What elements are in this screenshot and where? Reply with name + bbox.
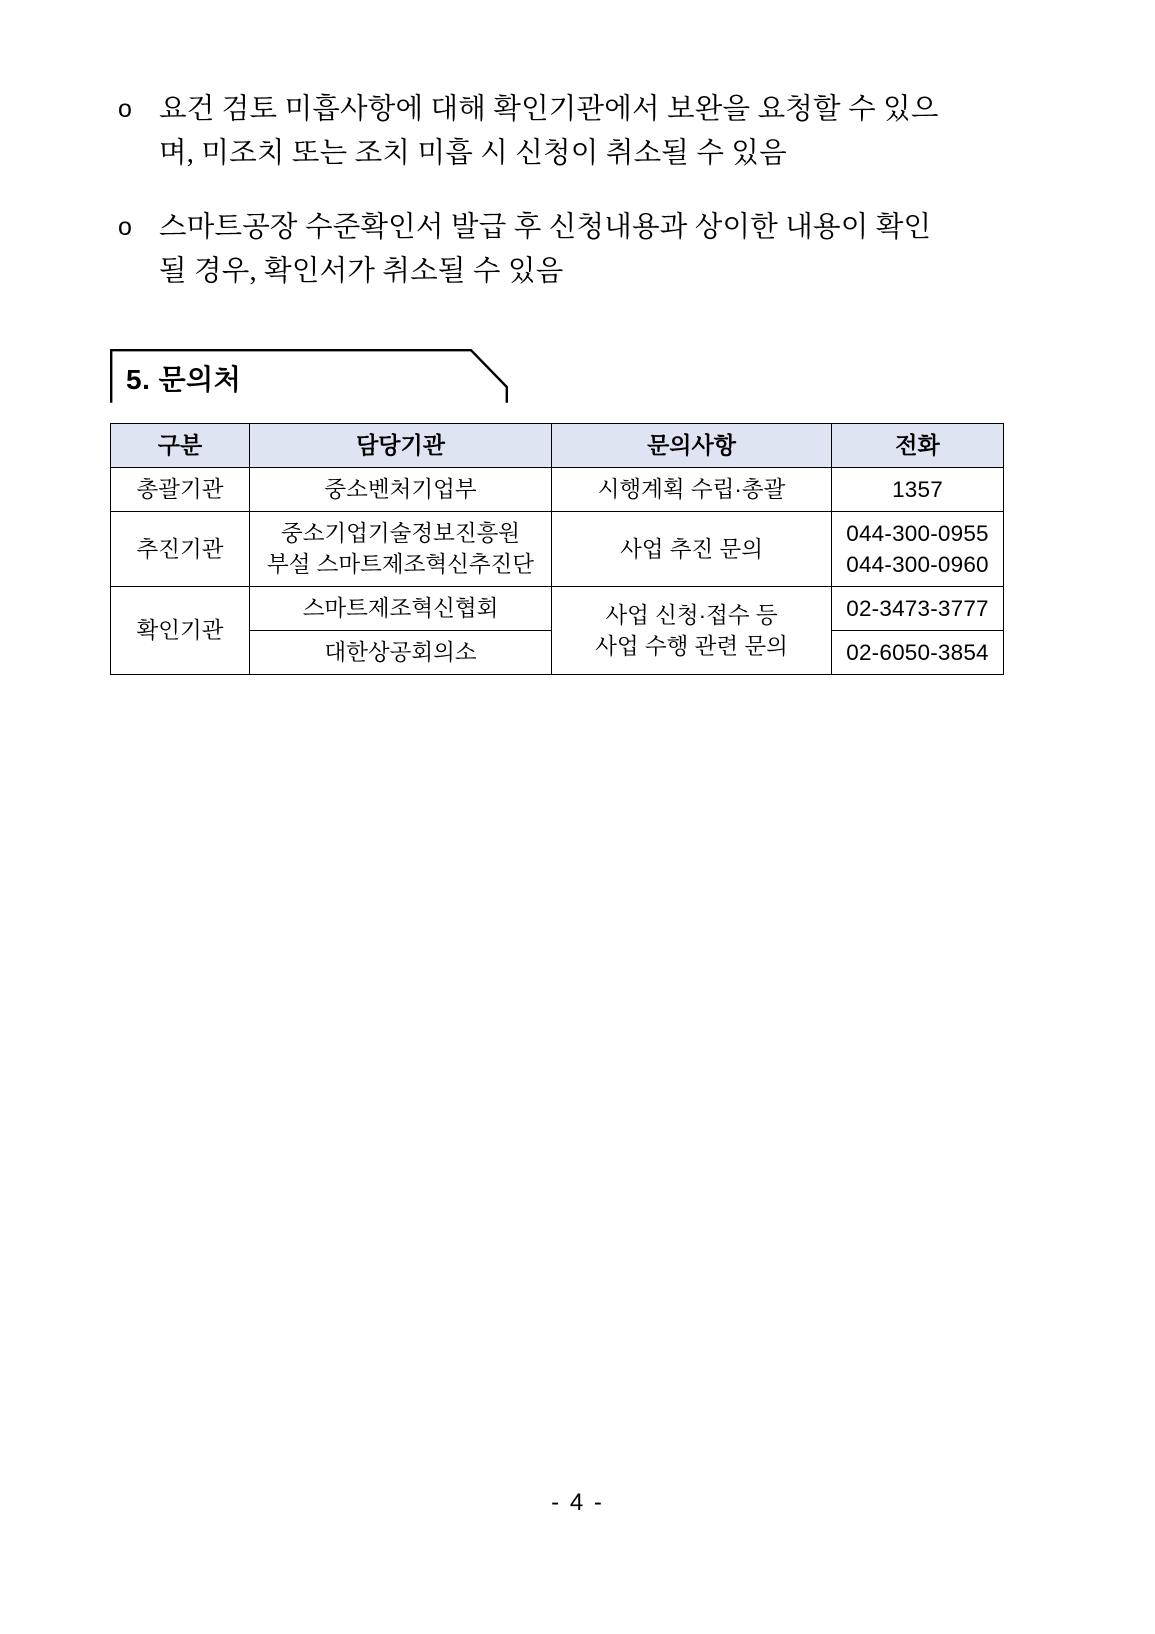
inquiry-line-1: 사업 신청·접수 등 (605, 602, 778, 628)
cell-phone: 02-3473-3777 (832, 587, 1004, 631)
cell-phone (832, 512, 1004, 587)
column-header-phone: 전화 (832, 424, 1004, 468)
cell-organization: 스마트제조혁신협회 (250, 587, 552, 631)
cell-phone: 02-6050-3854 (832, 631, 1004, 675)
organization-line-2: 부설 스마트제조혁신추진단 (266, 552, 535, 577)
cell-inquiry: 시행계획 수립·총괄 (552, 468, 832, 512)
cell-organization (250, 512, 552, 587)
table-row (111, 512, 1004, 587)
bullet-marker-icon: o (118, 95, 132, 123)
phone-line-2: 044-300-0960 (846, 552, 989, 577)
bullet-marker-icon: o (118, 213, 132, 241)
section-heading (110, 349, 508, 404)
note-line: 며, 미조치 또는 조치 미흡 시 신청이 취소될 수 있음 (159, 138, 787, 169)
note-text (159, 206, 1043, 294)
list-item (113, 88, 1043, 176)
organization-line-1: 중소기업기술정보진흥원 (280, 521, 521, 546)
page-title: 5. 문의처 (126, 364, 242, 395)
note-line: 요건 검토 미흡사항에 대해 확인기관에서 보완을 요청할 수 있으 (159, 94, 939, 125)
note-line: 될 경우, 확인서가 취소될 수 있음 (159, 256, 564, 287)
cell-phone: 1357 (832, 468, 1004, 512)
note-line: 스마트공장 수준확인서 발급 후 신청내용과 상이한 내용이 확인 (159, 212, 932, 243)
cell-category: 추진기관 (111, 512, 250, 587)
table-row (111, 468, 1004, 512)
inquiry-line-2: 사업 수행 관련 문의 (595, 633, 788, 659)
table-header-row (111, 424, 1004, 468)
table-row (111, 587, 1004, 631)
contact-table (110, 423, 1004, 675)
cell-inquiry: 사업 추진 문의 (552, 512, 832, 587)
cell-inquiry (552, 587, 832, 675)
column-header-organization: 담당기관 (250, 424, 552, 468)
cell-organization: 대한상공회의소 (250, 631, 552, 675)
note-text (159, 88, 1043, 176)
cell-category: 총괄기관 (111, 468, 250, 512)
column-header-inquiry: 문의사항 (552, 424, 832, 468)
notes-list (113, 88, 1043, 324)
list-item (113, 206, 1043, 294)
column-header-category: 구분 (111, 424, 250, 468)
cell-category: 확인기관 (111, 587, 250, 675)
page-number: - 4 - (551, 1489, 604, 1516)
cell-organization: 중소벤처기업부 (250, 468, 552, 512)
phone-line-1: 044-300-0955 (846, 521, 989, 546)
